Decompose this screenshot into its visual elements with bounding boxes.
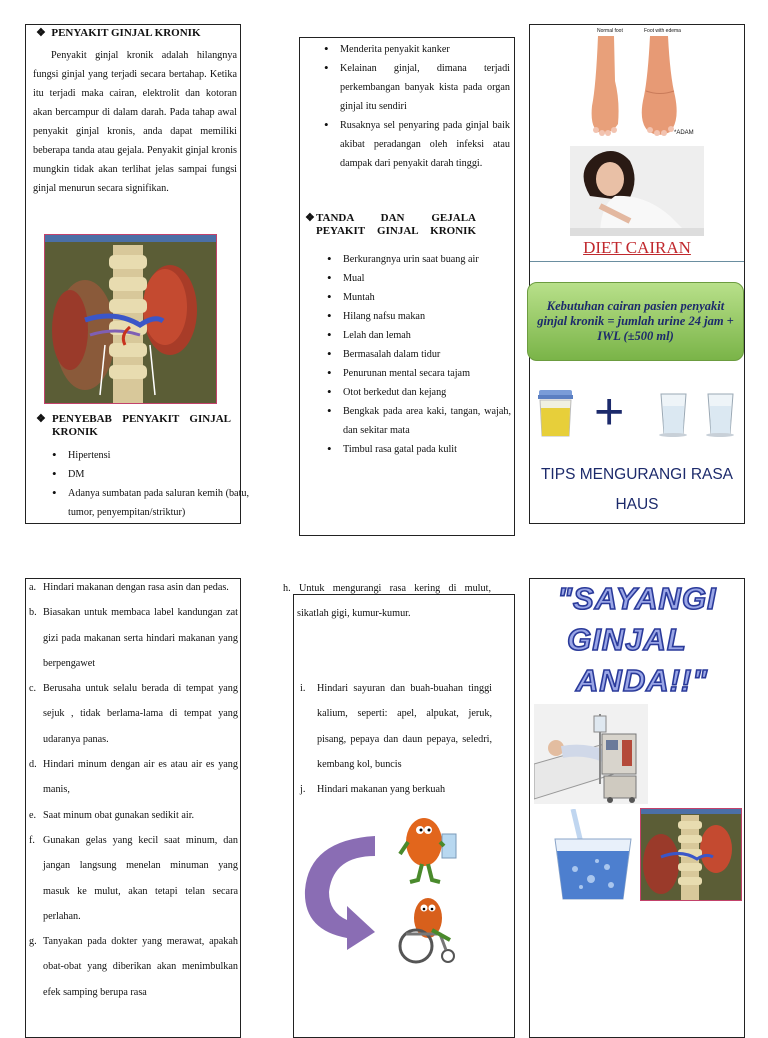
definition-paragraph: Penyakit ginjal kronik adalah hilangnya fungsi ginjal yang terjadi secara bertahap. Ketika itu terjadi maka cairan, elektrolit dan kotoran akan bercampur di dalam darah. Pada tahap awal penyakit ginjal kronis, anda dapat memiliki beberapa tanda atau gejala. Penyakit ginjal kronis mungkin tidak akan terlihat jelas sampai fungsi ginjal menurun secara signifikan. [33, 50, 237, 194]
tip-item: g. Tanyakan pada dokter yang merawat, apakah obat-obat yang diberikan akan menimbulkan efek samping berupa rasa [29, 936, 238, 998]
causes-list [48, 446, 258, 522]
list-item: • Hilang nafsu makan [343, 307, 511, 326]
tip-item: f. Gunakan gelas yang kecil saat minum, dan jangan langsung menelan minuman yang masuk ke mulut, akan tetapi telan secara perlahan. [29, 834, 238, 922]
list-item: • DM [68, 465, 258, 484]
urine-cup-icon [537, 390, 574, 438]
cartoon-kidney-drinking-icon [392, 812, 464, 886]
list-item: • Mual [343, 269, 511, 288]
tip-item: a. Hindari makanan dengan rasa asin dan pedas. [29, 582, 229, 593]
plus-sign: + [594, 383, 625, 441]
list-item: • Adanya sumbatan pada saluran kemih (batu, tumor, penyempitan/striktur) [68, 484, 258, 522]
hospital-patient-image [534, 704, 648, 804]
slogan-line: ANDA!!" [576, 663, 708, 698]
tip-item: b. Biasakan untuk membaca label kandungan zat gizi pada makanan serta hindari makanan yang berpengawet [29, 607, 238, 669]
symptoms-heading: ❖ TANDA DAN GEJALA PEYAKIT GINJAL KRONIK [305, 212, 476, 237]
formula-text: Kebutuhan cairan pasien penyakit ginjal kronik = jumlah urine 24 jam + IWL (±500 ml) [537, 299, 734, 343]
list-item: • Kelainan ginjal, dimana terjadi perkembangan banyak kista pada organ ginjal itu sendiri [340, 59, 510, 116]
tip-i: i. Hindari sayuran dan buah-buahan tinggi kalium, seperti: apel, alpukat, jeruk, pisang, pepaya dan daun pepaya, seledri, kembang kol, buncis [300, 683, 492, 770]
tip-item: d. Hindari minum dengan air es atau air es yang manis, [29, 759, 238, 796]
kidney-anatomy-image-small [640, 808, 742, 901]
list-item: • Hipertensi [68, 446, 258, 465]
cartoon-kidney-wheelchair-icon [392, 890, 466, 966]
water-glasses-icon [656, 386, 742, 438]
divider-line [530, 261, 744, 262]
slogan [529, 578, 745, 701]
list-item: • Berkurangnya urin saat buang air [343, 250, 511, 269]
formula-box [527, 282, 744, 361]
slogan-line: GINJAL [567, 622, 687, 657]
list-item: • Timbul rasa gatal pada kulit [343, 440, 511, 459]
slogan-line: "SAYANGI [557, 581, 717, 616]
diamond-bullet-icon: ❖ [36, 27, 46, 39]
list-item: • Bermasalah dalam tidur [343, 345, 511, 364]
tired-woman-image [570, 146, 704, 236]
list-item: • Bengkak pada area kaki, tangan, wajah, dan sekitar mata [343, 402, 511, 440]
symptoms-list [323, 250, 511, 459]
tips-title: TIPS MENGURANGI RASA HAUS [540, 466, 734, 513]
tip-h: h. Untuk mengurangi rasa kering di mulut, sikatlah gigi, kumur-kumur. [283, 583, 491, 619]
list-item: • Penurunan mental secara tajam [343, 364, 511, 383]
diamond-bullet-icon: ❖ [305, 212, 315, 224]
causes-continued-list [320, 40, 510, 173]
tip-j: j. Hindari makanan yang berkuah [300, 784, 446, 795]
list-item: • Menderita penyakit kanker [340, 40, 510, 59]
tip-item: e. Saat minum obat gunakan sedikit air. [29, 809, 195, 821]
list-item: • Otot berkedut dan kejang [343, 383, 511, 402]
curved-arrow-icon [303, 832, 383, 950]
foot-edema-image: Normal foot Foot with edema *ADAM [580, 28, 700, 140]
tip-item: c. Berusaha untuk selalu berada di tempat yang sejuk , tidak berlama-lama di tempat yang udaranya panas. [29, 683, 238, 745]
causes-heading: ❖ PENYEBAB PENYAKIT GINJAL KRONIK [36, 413, 231, 438]
water-glass-image [551, 809, 635, 901]
definition-heading: ❖ PENYAKIT GINJAL KRONIK [36, 27, 201, 39]
tips-list-1 [29, 575, 238, 1005]
diamond-bullet-icon: ❖ [36, 413, 46, 425]
kidney-anatomy-image [44, 234, 217, 404]
list-item: • Rusaknya sel penyaring pada ginjal baik akibat peradangan oleh infeksi atau dampak dari penyakit darah tinggi. [340, 116, 510, 173]
diet-title: DIET CAIRAN [583, 238, 691, 257]
list-item: • Muntah [343, 288, 511, 307]
list-item: • Lelah dan lemah [343, 326, 511, 345]
